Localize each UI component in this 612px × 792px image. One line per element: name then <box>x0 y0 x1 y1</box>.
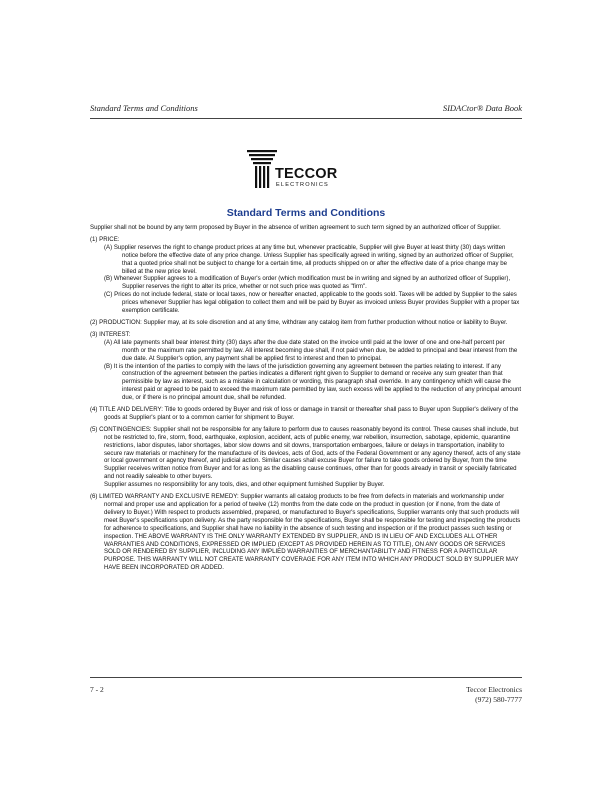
terms-sections <box>90 236 522 572</box>
terms-body <box>90 224 522 572</box>
header-left: Standard Terms and Conditions <box>90 103 198 113</box>
section-text: (6) LIMITED WARRANTY AND EXCLUSIVE REMEDY: Supplier warrants all catalog products to be free from defects in materials and workmanship under normal and proper use and application for a period of twelve (12) months from the date code on the product in question (or if none, from the date of delivery to Buyer.) With respect to products assembled, prepared, or manufactured to Buyer's specifications, Supplier warrants only that such products will meet Buyer's specifications upon delivery. As the party responsible for the specifications, Buyer shall be responsible for testing and inspecting the products for adherence to specifications, and Supplier shall have no liability in the absence of such testing and inspection or if the product passes such testing or inspection. THE ABOVE WARRANTY IS THE ONLY WARRANTY EXTENDED BY SUPPLIER, AND IS IN LIEU OF AND EXCLUDES ALL OTHER WARRANTIES AND CONDITIONS, EXPRESSED OR IMPLIED (EXCEPT AS PROVIDED HEREIN AS TO TITLE), ON ANY GOODS OR SERVICES SOLD OR RENDERED BY SUPPLIER, INCLUDING ANY IMPLIED WARRANTIES OF MERCHANTABILITY AND FITNESS FOR A PARTICULAR PURPOSE. THIS WARRANTY WILL NOT CREATE WARRANTY COVERAGE FOR ANY ITEM INTO WHICH ANY PRODUCT SOLD BY SUPPLIER MAY HAVE BEEN INCORPORATED OR ADDED. <box>90 493 521 572</box>
footer-contact <box>466 685 522 705</box>
logo-subtitle: ELECTRONICS <box>276 182 329 188</box>
section-note: Supplier assumes no responsibility for any tools, dies, and other equipment furnished Supplier by Buyer. <box>104 481 385 489</box>
terms-section <box>90 426 522 489</box>
section-text: (5) CONTINGENCIES: Supplier shall not be responsible for any failure to perform due to causes reasonably beyond its control. These causes shall include, but not be restricted to, fire, storm, flood, earthquake, explosion, accident, acts of public enemy, war rebellion, insurrection, sabotage, epidemic, quarantine restrictions, labor disputes, labor shortages, labor slow downs and sit downs, transportation embargoes, failure or delays in transportation, inability to secure raw materials or machinery for the manufacture of its devices, acts of God, acts of the Federal Government or any agency thereof, acts of any state or local government or agency thereof, and judicial action. Similar causes shall excuse Buyer for failure to take goods ordered by Buyer, from the time Supplier receives written notice from Buyer and for as long as the disabling cause continues, other than for goods already in transit or specially fabricated and not readily saleable to other buyers. <box>90 425 521 481</box>
terms-section <box>90 493 522 572</box>
terms-section <box>90 331 522 402</box>
teccor-t-logo-icon <box>247 150 277 190</box>
terms-section <box>90 236 522 315</box>
footer-phone: (972) 580-7777 <box>475 695 522 704</box>
header-rule <box>90 118 522 119</box>
terms-section <box>90 319 522 327</box>
section-text: (3) INTEREST: <box>90 330 131 338</box>
section-text: (2) PRODUCTION: Supplier may, at its sole discretion and at any time, withdraw any catalog item from further production without notice or liability to Buyer. <box>90 318 508 326</box>
running-header <box>90 103 522 115</box>
section-subitem: (A) Supplier reserves the right to change product prices at any time but, whenever practicable, Supplier will give Buyer at least thirty (30) days written notice before the effective date of any price change. Unless Supplier has specifically agreed in writing, signed by an authorized officer of Supplier, that a quoted price shall not be subject to change for a certain time, all products shipped on or after the effective date of a price change may be billed at the new price level. <box>104 243 514 275</box>
section-text: (1) PRICE: <box>90 235 120 243</box>
page-number: 7 - 2 <box>90 685 104 694</box>
section-subitem: (B) Whenever Supplier agrees to a modification of Buyer's order (which modification must be in writing and signed by an authorized officer of Supplier), Supplier reserves the right to alter its price, whether or not such price was quoted as "firm". <box>104 275 511 291</box>
footer-company: Teccor Electronics <box>466 685 522 694</box>
section-subitem: (A) All late payments shall bear interest thirty (30) days after the due date stated on the invoice until paid at the lower of one and one-half percent per month or the maximum rate permitted by law. All interest becoming due shall, if not paid when due, be added to principal and bear interest from the due date. At Supplier's option, any payment shall be applied first to interest and then to principal. <box>104 338 518 362</box>
logo-wordmark: TECCOR <box>275 166 338 182</box>
section-text: (4) TITLE AND DELIVERY: Title to goods ordered by Buyer and risk of loss or damage in transit or thereafter shall pass to Buyer upon Supplier's delivery of the goods at Supplier's plant or to a common carrier for shipment to Buyer. <box>90 406 519 421</box>
terms-section <box>90 406 522 422</box>
header-right: SIDACtor® Data Book <box>442 103 522 113</box>
teccor-logo <box>247 150 347 190</box>
section-subitem: (B) It is the intention of the parties to comply with the laws of the jurisdiction governing any agreement between the parties relating to interest. If any construction of the agreement between the parties indicates a different right given to Supplier to demand or receive any sum greater than that permissible by law as interest, such as a mistake in calculation or wording, this paragraph shall override. In any contingency which will cause the interest paid or agreed to be paid to exceed the maximum rate permitted by law, such excess will be applied to the reduction of any principal amount due, or if there is no principal amount due, shall be refunded. <box>104 362 522 402</box>
section-subitem: (C) Prices do not include federal, state or local taxes, now or hereafter enacted, applicable to the goods sold. Taxes will be added by Supplier to the sales prices whenever Supplier has legal obligation to collect them and will be paid by Buyer as invoiced unless Buyer provides Supplier with a proper tax exemption certificate. <box>104 291 520 315</box>
intro-paragraph: Supplier shall not be bound by any term proposed by Buyer in the absence of written agreement to such term signed by an authorized officer of Supplier. <box>90 224 501 231</box>
page-title: Standard Terms and Conditions <box>226 207 386 219</box>
footer-rule <box>90 677 522 678</box>
